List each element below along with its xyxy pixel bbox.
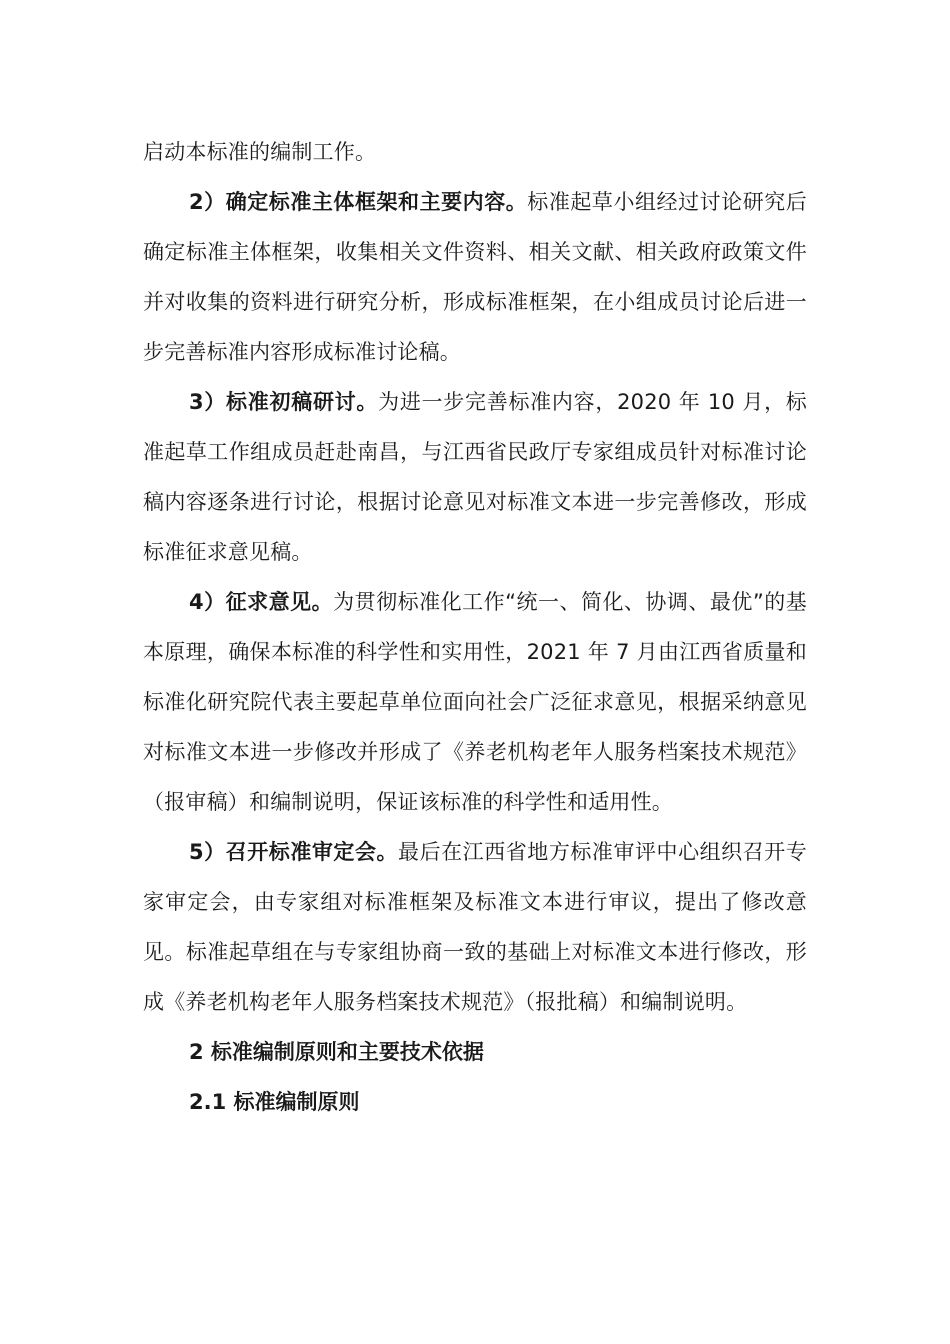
paragraph-lead: 3）标准初稿研讨。 [189, 390, 379, 414]
paragraph-continuation [143, 127, 807, 177]
paragraph-text: 为贯彻标准化工作“统一、简化、协调、最优”的基本原理，确保本标准的科学性和实用性，2021 年 7 月由江西省质量和标准化研究院代表主要起草单位面向社会广泛征求意见，根据采纳意见对标准文本进一步修改并形成了《养老机构老年人服务档案技术规范》（报审稿）和编制说明，保证该标准的科学性和适用性。 [143, 590, 807, 814]
paragraph-text: 为进一步完善标准内容，2020 年 10 月，标准起草工作组成员赶赴南昌，与江西省民政厅专家组成员针对标准讨论稿内容逐条进行讨论，根据讨论意见对标准文本进一步完善修改，形成标准征求意见稿。 [143, 390, 807, 564]
paragraph-step-2 [143, 177, 807, 377]
paragraph-step-3 [143, 377, 807, 577]
subsection-heading: 2.1 标准编制原则 [189, 1090, 360, 1114]
paragraph-step-5 [143, 827, 807, 1027]
paragraph-lead: 2）确定标准主体框架和主要内容。 [189, 190, 528, 214]
paragraph-text: 启动本标准的编制工作。 [143, 140, 377, 164]
paragraph-step-4 [143, 577, 807, 827]
paragraph-text: 标准起草小组经过讨论研究后确定标准主体框架，收集相关文件资料、相关文献、相关政府政策文件并对收集的资料进行研究分析，形成标准框架，在小组成员讨论后进一步完善标准内容形成标准讨论稿。 [143, 190, 808, 364]
document-body [143, 127, 807, 1127]
section-heading: 2 标准编制原则和主要技术依据 [189, 1040, 484, 1064]
paragraph-lead: 4）征求意见。 [189, 590, 334, 614]
paragraph-text: 最后在江西省地方标准审评中心组织召开专家审定会，由专家组对标准框架及标准文本进行审议，提出了修改意见。标准起草组在与专家组协商一致的基础上对标准文本进行修改，形成《养老机构老年人服务档案技术规范》（报批稿）和编制说明。 [143, 840, 807, 1014]
paragraph-lead: 5）召开标准审定会。 [189, 840, 399, 864]
